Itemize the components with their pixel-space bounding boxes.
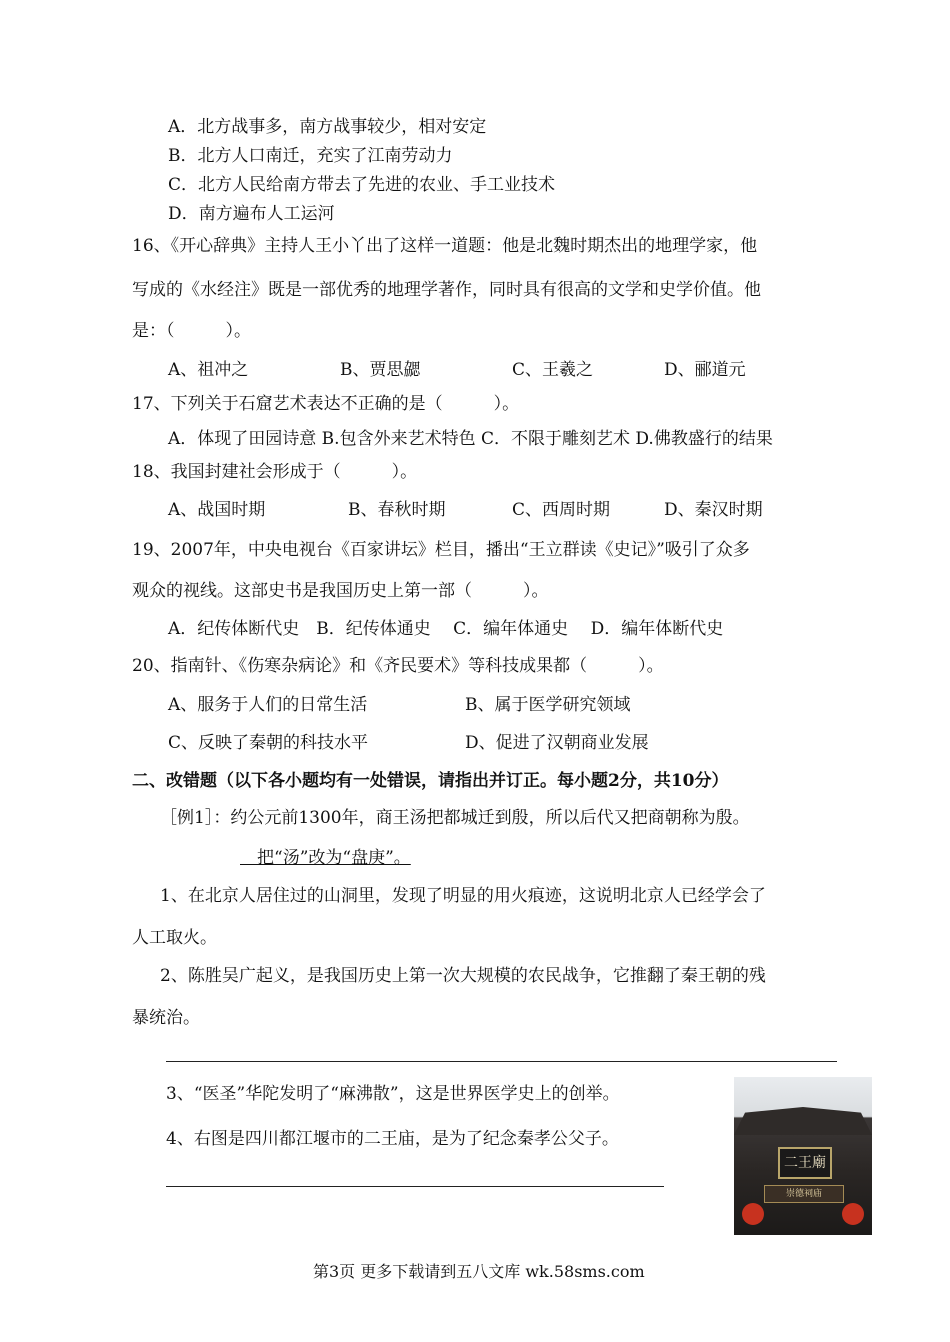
temple-roof (734, 1107, 872, 1135)
q18-line1: 18、我国封建社会形成于（ ）。 (132, 462, 418, 482)
item1-line2: 人工取火。 (132, 928, 217, 948)
temple-sign: 二王廟 (778, 1147, 832, 1179)
answer-line-2 (166, 1186, 664, 1187)
example-line: ［例1］：约公元前1300年，商王汤把都城迁到殷，所以后代又把商朝称为殷。 (160, 808, 750, 828)
item3: 3、“医圣”华陀发明了“麻沸散”，这是世界医学史上的创举。 (166, 1084, 620, 1104)
item2-line1: 2、陈胜吴广起义，是我国历史上第一次大规模的农民战争，它推翻了秦王朝的残 (160, 966, 766, 986)
q16-option-d: D、郦道元 (664, 360, 746, 380)
q15-option-c: C．北方人民给南方带去了先进的农业、手工业技术 (168, 175, 556, 195)
lantern-left (742, 1203, 764, 1225)
item4: 4、右图是四川都江堰市的二王庙，是为了纪念秦孝公父子。 (166, 1129, 619, 1149)
section-heading: 二、改错题（以下各小题均有一处错误，请指出并订正。每小题2分，共10分） (132, 771, 729, 791)
q20-option-d: D、促进了汉朝商业发展 (465, 733, 649, 753)
q20-option-c: C、反映了秦朝的科技水平 (168, 733, 369, 753)
temple-photo (734, 1077, 872, 1235)
q18-option-b: B、春秋时期 (348, 500, 446, 520)
q17-options: A．体现了田园诗意 B.包含外来艺术特色 C．不限于雕刻艺术 D.佛教盛行的结果 (168, 429, 773, 449)
temple-sub-sign: 崇德祠庙 (764, 1185, 844, 1203)
q20-option-b: B、属于医学研究领域 (465, 695, 631, 715)
q15-option-d: D．南方遍布人工运河 (168, 204, 335, 224)
q19-options: A．纪传体断代史 B．纪传体通史 C．编年体通史 D．编年体断代史 (168, 619, 724, 639)
q17-line1: 17、下列关于石窟艺术表达不正确的是（ ）。 (132, 394, 520, 414)
example-answer: 把“汤”改为“盘庚”。 (240, 848, 411, 868)
item1-line1: 1、在北京人居住过的山洞里，发现了明显的用火痕迹，这说明北京人已经学会了 (160, 886, 766, 906)
q16-line3: 是：（ ）。 (132, 321, 251, 341)
q16-option-c: C、王羲之 (512, 360, 594, 380)
q15-option-a: A．北方战事多，南方战事较少，相对安定 (168, 117, 487, 137)
q18-option-a: A、战国时期 (168, 500, 266, 520)
q16-line1: 16、《开心辞典》主持人王小丫出了这样一道题：他是北魏时期杰出的地理学家，他 (132, 236, 758, 256)
q20-line1: 20、指南针、《伤寒杂病论》和《齐民要术》等科技成果都（ ）。 (132, 656, 664, 676)
item2-line2: 暴统治。 (132, 1008, 200, 1028)
q15-option-b: B．北方人口南迁，充实了江南劳动力 (168, 146, 453, 166)
q16-line2: 写成的《水经注》既是一部优秀的地理学著作，同时具有很高的文学和史学价值。他 (132, 280, 761, 300)
q18-option-d: D、秦汉时期 (664, 500, 763, 520)
q19-line1: 19、2007年，中央电视台《百家讲坛》栏目，播出“王立群读《史记》”吸引了众多 (132, 540, 750, 560)
q16-option-a: A、祖冲之 (168, 360, 249, 380)
page-footer: 第3页 更多下载请到五八文库 wk.58sms.com (313, 1262, 645, 1281)
q18-option-c: C、西周时期 (512, 500, 611, 520)
q16-option-b: B、贾思勰 (340, 360, 421, 380)
q19-line2: 观众的视线。这部史书是我国历史上第一部（ ）。 (132, 581, 549, 601)
q20-option-a: A、服务于人们的日常生活 (168, 695, 368, 715)
lantern-right (842, 1203, 864, 1225)
answer-line-1 (166, 1061, 837, 1062)
